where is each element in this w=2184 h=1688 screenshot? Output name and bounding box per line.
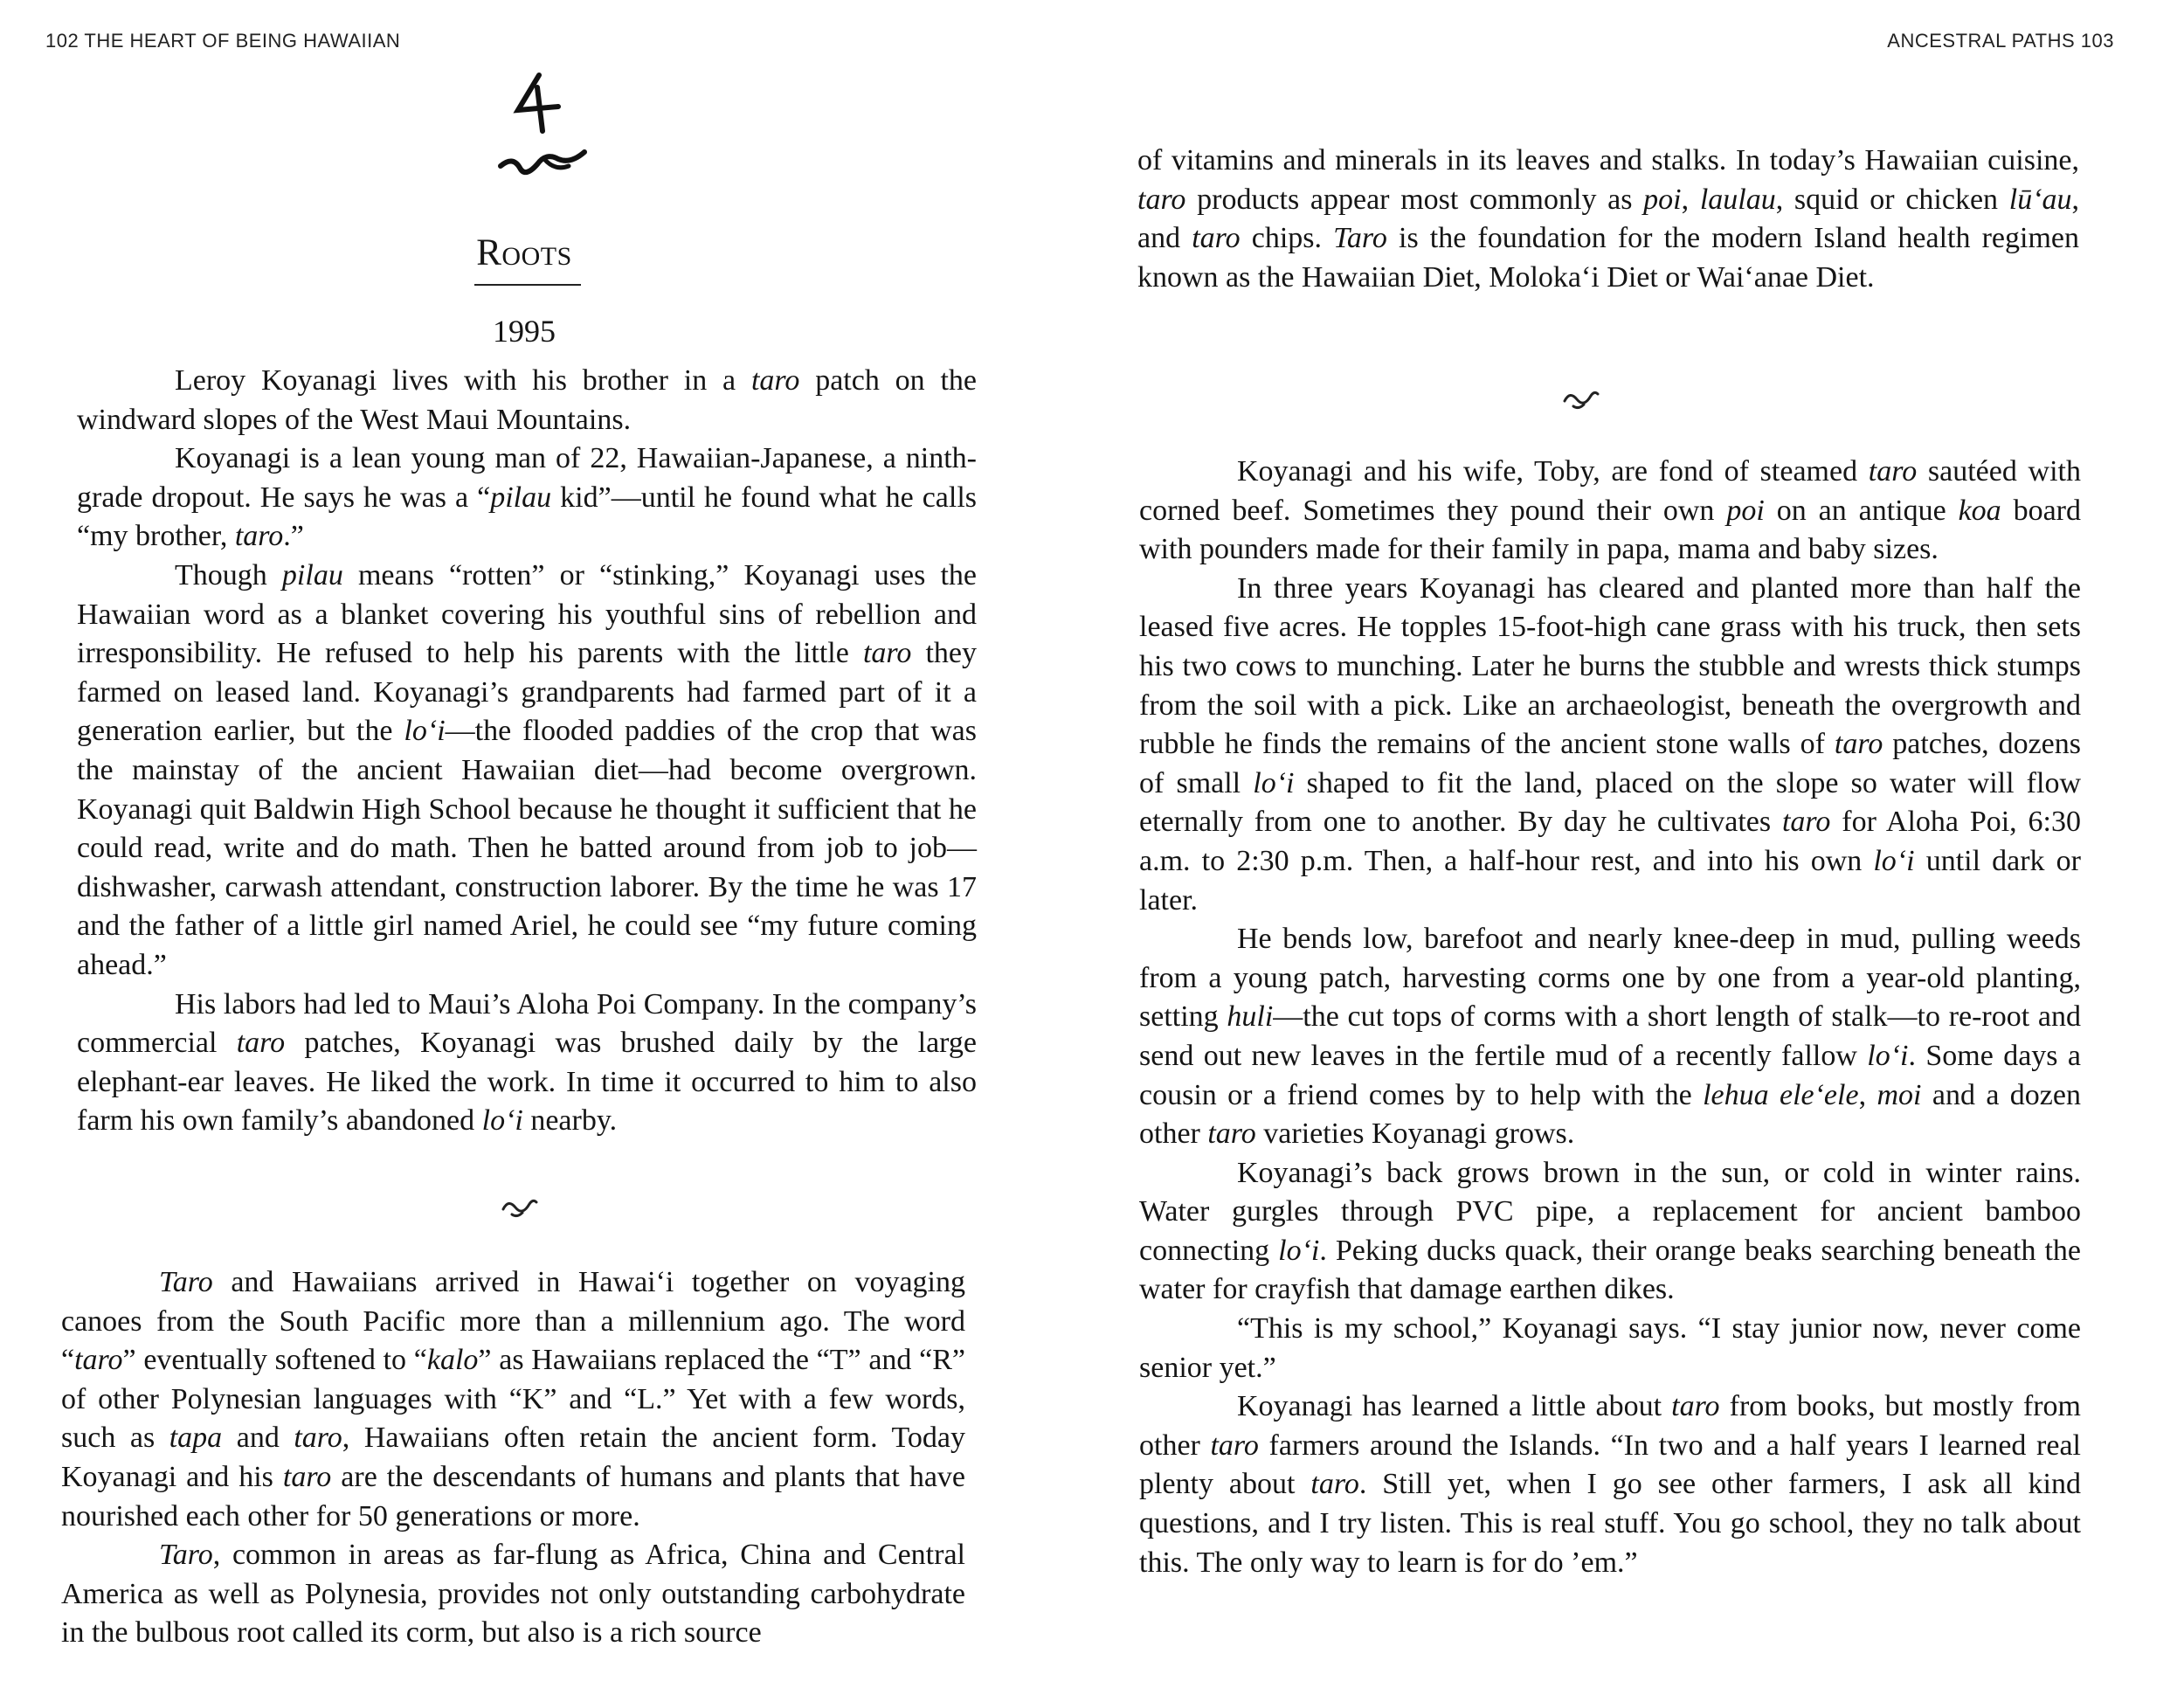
section-break-icon: [1561, 387, 1600, 412]
paragraph: “This is my school,” Koyanagi says. “I stay junior now, never come senior yet.”: [1139, 1312, 2081, 1384]
paragraph: He bends low, barefoot and nearly knee-deep in mud, pulling weeds from a young patch, harvesting corms one by one from a year-old planting, setting huli—the cut tops of corms with a short length of stalk—to re-root and send out new leaves in the fertile mud of a recently fallow lo‘i. Some days a cousin or a friend comes by to help with the lehua ele‘ele, moi and a dozen other taro varieties Koyanagi grows.: [1139, 923, 2082, 1151]
paragraph: Though pilau means “rotten” or “stinking,” Koyanagi uses the Hawaiian word as a blanket covering his youthful sins of rebellion and irresponsibility. He refused to help his parents with the little taro they farmed on leased land. Koyanagi’s grandparents had farmed part of it a generation earlier, but the lo‘i—the flooded paddies of the crop that was the mainstay of the ancient Hawaiian diet—had become overgrown. Koyanagi quit Baldwin High School because he thought it sufficient that he could read, write and do math. Then he batted around from job to job—dishwasher, carwash attendant, construction laborer. By the time he was 17 and the father of a little girl named Ariel, he could see “my future coming ahead.”: [77, 558, 978, 981]
right-page: [1092, 0, 2184, 1688]
paragraph: Koyanagi has learned a little about taro from books, but mostly from other taro farmers around the Islands. “In two and a half years I learned real plenty about taro. Still yet, when I go see other farmers, I ask all kind questions, and I try listen. This is real stuff. You go school, they no talk about this. The only way to learn is for do ’em.”: [1139, 1390, 2082, 1579]
paragraph: Koyanagi’s back grows brown in the sun, or cold in winter rains. Water gurgles through PVC pipe, a replacement for ancient bamboo connecting lo‘i. Peking ducks quack, their orange beaks searching beneath the water for crayfish that damage earthen dikes.: [1139, 1156, 2081, 1306]
paragraph: His labors had led to Maui’s Aloha Poi Company. In the company’s commercial taro patches, Koyanagi was brushed daily by the large elephant-ear leaves. He liked the work. In time it occurred to him to also farm his own family’s abandoned lo‘i nearby.: [77, 987, 977, 1138]
paragraph: Koyanagi is a lean young man of 22, Hawaiian-Japanese, a ninth-grade dropout. He says he was a “pilau kid”—until he found what he calls “my brother, taro.”: [77, 442, 978, 553]
section-break-icon: [500, 1195, 538, 1220]
paragraph: of vitamins and minerals in its leaves and stalks. In today’s Hawaiian cuisine, taro products appear most commonly as poi, laulau, squid or chicken lū‘au, and taro chips. Taro is the foundation for the modern Island health regimen known as the Hawaiian Diet, Moloka‘i Diet or Wai‘anae Diet.: [1137, 144, 2080, 294]
right-body-bottom: [1139, 453, 2081, 1582]
chapter-title: Roots: [476, 232, 572, 273]
title-underline: [474, 284, 581, 286]
chapter-number-ornament-icon: [494, 68, 590, 190]
paragraph: Koyanagi and his wife, Toby, are fond of steamed taro sautéed with corned beef. Sometimes they pound their own poi on an antique koa board with pounders made for their family in papa, mama and baby sizes.: [1139, 455, 2081, 566]
paragraph: Taro, common in areas as far-flung as Africa, China and Central America as well as Polynesia, provides not only outstanding carbohydrate in the bulbous root called its corm, but also is a rich source: [61, 1539, 965, 1650]
left-body-bottom: [61, 1263, 965, 1653]
running-head-left: 102 THE HEART OF BEING HAWAIIAN: [45, 30, 401, 52]
paragraph: In three years Koyanagi has cleared and planted more than half the leased five acres. He topples 15-foot-high cane grass with his truck, then sets his two cows to munching. Later he burns the stubble and wrests thick stumps from the soil with a pick. Like an archaeologist, beneath the overgrowth and rubble he finds the remains of the ancient stone walls of taro patches, dozens of small lo‘i shaped to fit the land, placed on the slope so water will flow eternally from one to another. By day he cultivates taro for Aloha Poi, 6:30 a.m. to 2:30 p.m. Then, a half-hour rest, and into his own lo‘i until dark or later.: [1139, 571, 2082, 917]
chapter-year: 1995: [493, 314, 556, 349]
left-body-top: [77, 362, 977, 1141]
running-head-right: ANCESTRAL PATHS 103: [1887, 30, 2114, 52]
paragraph: Leroy Koyanagi lives with his brother in a taro patch on the windward slopes of the West Maui Mountains.: [77, 364, 978, 436]
right-body-top: [1137, 142, 2079, 297]
paragraph: Taro and Hawaiians arrived in Hawai‘i together on voyaging canoes from the South Pacific more than a millennium ago. The word “taro” eventually softened to “kalo” as Hawaiians replaced the “T” and “R” of other Polynesian languages with “K” and “L.” Yet with a few words, such as tapa and taro, Hawaiians often retain the ancient form. Today Koyanagi and his taro are the descendants of humans and plants that have nourished each other for 50 generations or more.: [61, 1266, 965, 1532]
